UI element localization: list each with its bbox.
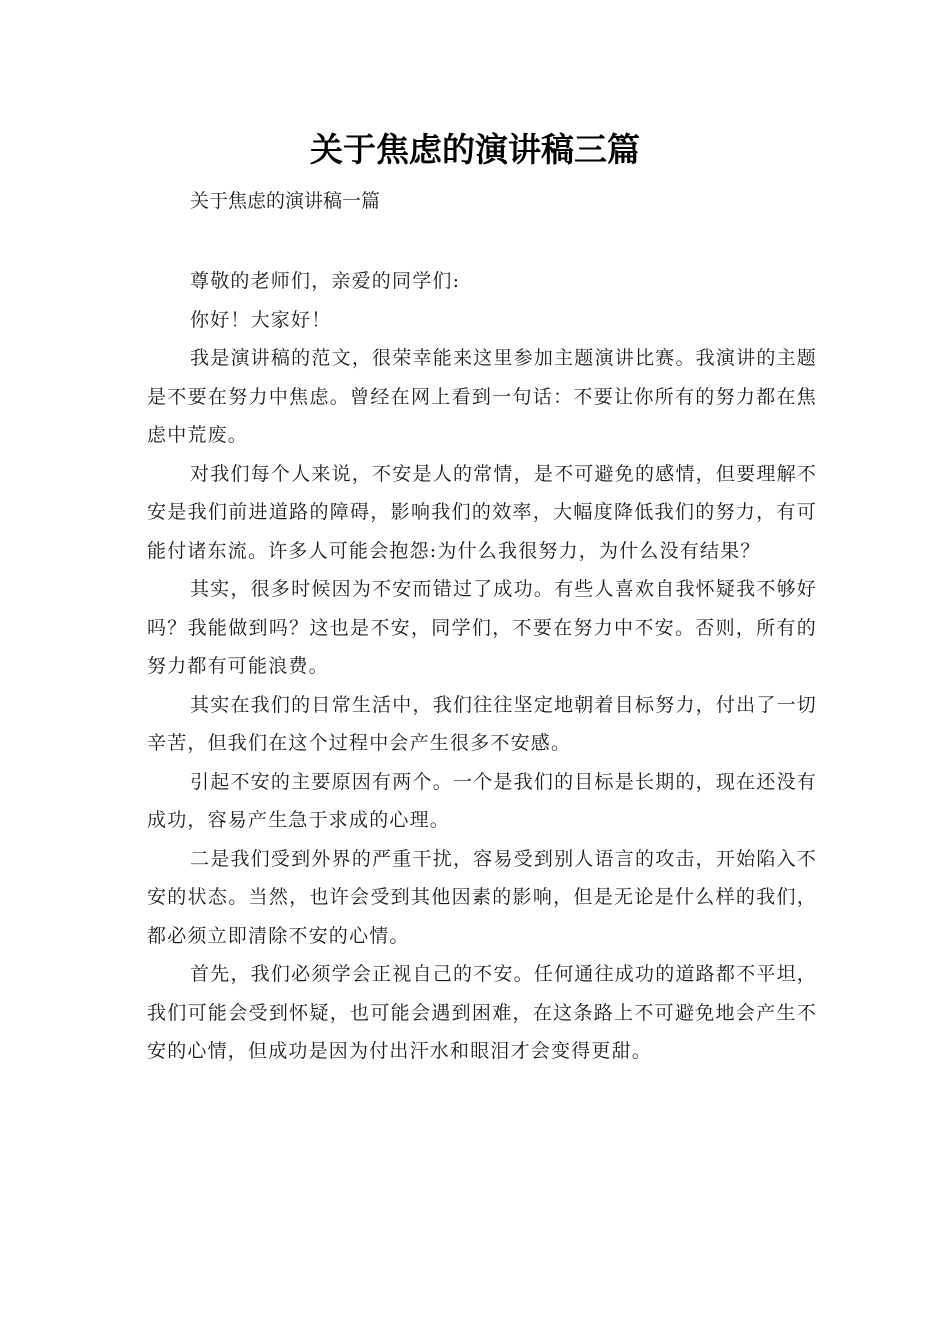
paragraph: 其实在我们的日常生活中，我们往往坚定地朝着目标努力，付出了一切辛苦，但我们在这个过程中会产生很多不安感。 xyxy=(147,693,817,754)
paragraph: 首先，我们必须学会正视自己的不安。任何通往成功的道路都不平坦，我们可能会受到怀疑，也可能会遇到困难，在这条路上不可避免地会产生不安的心情，但成功是因为付出汗水和眼泪才会变得更甜。 xyxy=(147,963,817,1062)
paragraph: 对我们每个人来说，不安是人的常情，是不可避免的感情，但要理解不安是我们前进道路的障碍，影响我们的效率，大幅度降低我们的努力，有可能付诸东流。许多人可能会抱怨:为什么我很努力，为什么没有结果？ xyxy=(147,462,817,562)
page-title: 关于焦虑的演讲稿三篇 xyxy=(310,130,640,169)
body-text xyxy=(147,262,817,1071)
paragraph-salutation: 尊敬的老师们，亲爱的同学们: xyxy=(190,270,461,292)
paragraph-greeting: 你好！大家好！ xyxy=(190,308,332,331)
paragraph: 我是演讲稿的范文，很荣幸能来这里参加主题演讲比赛。我演讲的主题是不要在努力中焦虑。曾经在网上看到一句话：不要让你所有的努力都在焦虑中荒废。 xyxy=(147,347,817,446)
paragraph: 其实，很多时候因为不安而错过了成功。有些人喜欢自我怀疑我不够好吗？我能做到吗？这也是不安，同学们，不要在努力中不安。否则，所有的努力都有可能浪费。 xyxy=(147,578,817,677)
section-subtitle: 关于焦虑的演讲稿一篇 xyxy=(190,190,381,212)
paragraph: 二是我们受到外界的严重干扰，容易受到别人语言的攻击，开始陷入不安的状态。当然，也许会受到其他因素的影响，但是无论是什么样的我们，都必须立即清除不安的心情。 xyxy=(147,847,817,947)
paragraph: 引起不安的主要原因有两个。一个是我们的目标是长期的，现在还没有成功，容易产生急于求成的心理。 xyxy=(147,770,817,831)
